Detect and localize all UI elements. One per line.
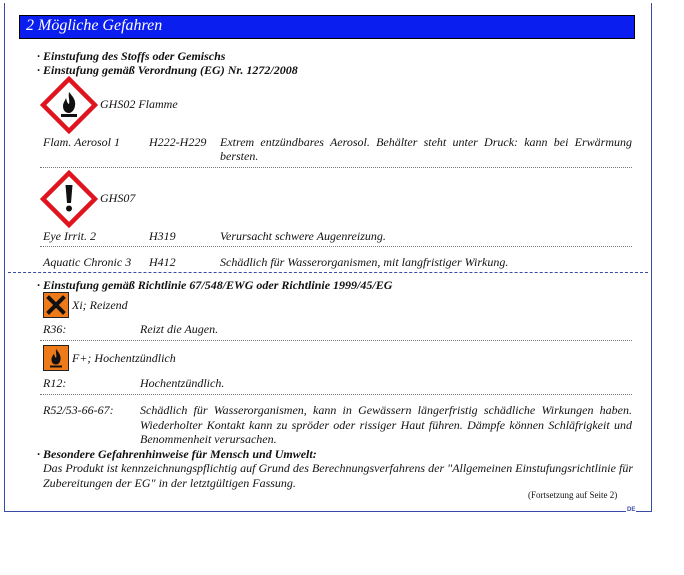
r-text: Hochentzündlich. <box>140 376 225 390</box>
dotted-divider <box>40 167 632 168</box>
r-code: R36: <box>43 322 67 336</box>
hazard-code: H222-H229 <box>149 135 207 149</box>
dotted-divider <box>40 246 632 247</box>
hazard-text: Extrem entzündbares Aerosol. Behälter steht unter Druck: kann bei Erwärmung bersten. <box>220 135 632 163</box>
dotted-divider <box>40 394 632 395</box>
flame-icon <box>44 346 68 370</box>
special-heading: · Besondere Gefahrenhinweise für Mensch und Umwelt: <box>37 447 317 461</box>
hazard-class: Eye Irrit. 2 <box>43 229 96 243</box>
r-text: Schädlich für Wasserorganismen, kann in Gewässern längerfristig schädliche Wirkungen haben. Wiederholter Kontakt kann zu spröder oder rissiger Haut führen. Dämpfe können Schläfrigkeit und Benommenheit verursachen. <box>140 403 632 446</box>
pictogram-label: GHS02 Flamme <box>100 97 178 111</box>
r-code: R52/53-66-67: <box>43 403 114 417</box>
continuation-note: (Fortsetzung auf Seite 2) <box>528 490 618 500</box>
hazard-code: H412 <box>149 255 176 269</box>
r-text: Reizt die Augen. <box>140 322 219 336</box>
section-dashed-divider <box>8 272 648 273</box>
section-title: 2 Mögliche Gefahren <box>26 17 163 34</box>
ghs07-exclamation-pictogram <box>40 170 98 228</box>
f-plus-symbol <box>43 345 69 371</box>
ghs02-flame-pictogram <box>40 76 98 134</box>
r-code: R12: <box>43 376 67 390</box>
symbol-label: F+; Hochentzündlich <box>72 351 176 365</box>
language-code: DE <box>627 507 636 513</box>
dotted-divider <box>40 340 632 341</box>
clp-heading: · Einstufung gemäß Verordnung (EG) Nr. 1272/2008 <box>37 63 298 77</box>
symbol-label: Xi; Reizend <box>72 298 128 312</box>
hazard-text: Verursacht schwere Augenreizung. <box>220 229 386 243</box>
x-cross-icon <box>44 293 68 317</box>
special-text: Das Produkt ist kennzeichnungspflichtig auf Grund des Berechnungsverfahrens der "Allgemeinen Einstufungsrichtlinie für Zubereitungen der EG" in der letztgültigen Fassung. <box>43 461 633 490</box>
classification-heading: · Einstufung des Stoffs oder Gemischs <box>37 49 226 63</box>
section-title-bar <box>19 15 635 39</box>
hazard-class: Aquatic Chronic 3 <box>43 255 132 269</box>
pictogram-label: GHS07 <box>100 191 136 205</box>
xi-symbol <box>43 292 69 318</box>
hazard-class: Flam. Aerosol 1 <box>43 135 120 149</box>
hazard-code: H319 <box>149 229 176 243</box>
hazard-text: Schädlich für Wasserorganismen, mit langfristiger Wirkung. <box>220 255 509 269</box>
directive-heading: · Einstufung gemäß Richtlinie 67/548/EWG oder Richtlinie 1999/45/EG <box>37 278 393 292</box>
